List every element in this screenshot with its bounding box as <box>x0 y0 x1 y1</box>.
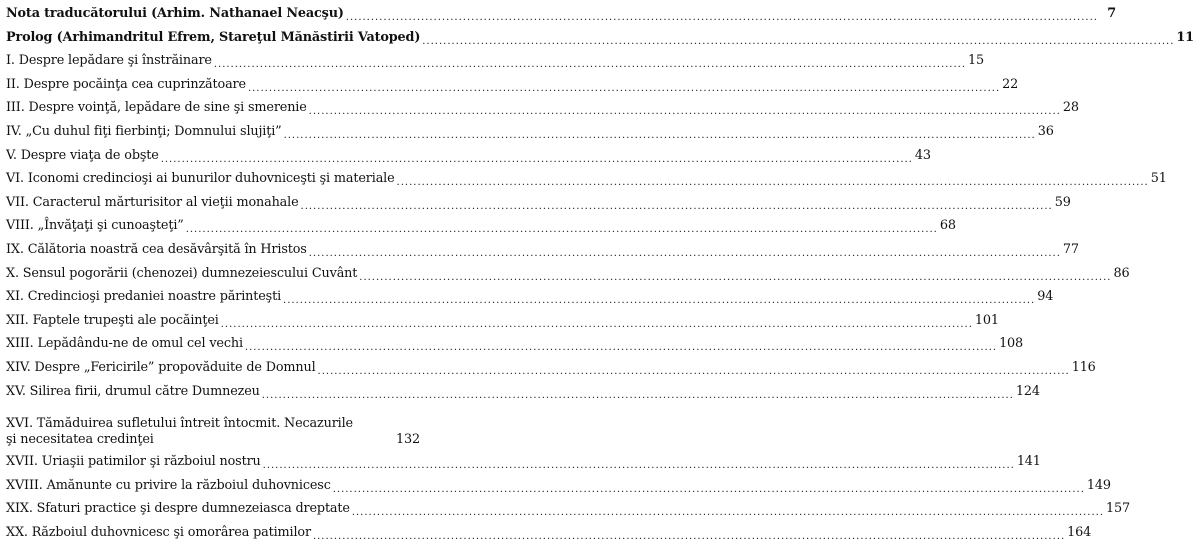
toc-entry-title: VIII. „Învăţaţi şi cunoaşteţi” <box>6 218 184 234</box>
toc-entry-page: 7 <box>1107 6 1116 21</box>
toc-entry-page: 157 <box>1106 501 1130 517</box>
toc-entry-title: II. Despre pocăinţa cea cuprinzătoare <box>6 76 246 92</box>
toc-entry-title: VII. Caracterul mărturisitor al vieţii monahale <box>6 194 299 210</box>
dot-leader <box>301 198 1053 213</box>
toc-entry-page: 22 <box>1002 76 1019 92</box>
toc-entry-title: XIV. Despre „Fericirile” propovăduite de Domnul <box>6 359 316 375</box>
toc-entry-title: XVIII. Amănunte cu privire la războiul duhovnicesc <box>6 477 331 493</box>
toc-entry[interactable] <box>6 123 1054 148</box>
toc-entry[interactable] <box>6 289 1054 313</box>
toc-entry-title: V. Despre viaţa de obşte <box>6 147 159 163</box>
toc-entry[interactable] <box>6 265 1130 290</box>
toc-entry-title: XII. Faptele trupeşti ale pocăinţei <box>6 312 219 328</box>
toc-entry-page: 77 <box>1062 241 1079 257</box>
toc-entry-page: 132 <box>396 432 420 448</box>
dot-leader <box>346 9 1098 24</box>
dot-leader <box>283 292 1035 307</box>
toc-entry-page: 108 <box>999 336 1024 352</box>
toc-entry[interactable] <box>6 6 1116 30</box>
toc-entry-title: IX. Călătoria noastră cea desăvârşită în Hristos <box>6 241 307 257</box>
toc-entry[interactable] <box>6 171 1167 195</box>
dot-leader <box>359 269 1111 284</box>
toc-entry-title: XVII. Uriaşii patimilor şi războiul nostru <box>6 454 261 470</box>
toc-entry-title: XIX. Sfaturi practice şi despre dumnezeiasca dreptate <box>6 501 350 517</box>
toc-entry-title: I. Despre lepădare şi înstrăinare <box>6 53 212 69</box>
toc-entry-page: 36 <box>1037 123 1054 139</box>
toc-entry-page: 101 <box>974 312 999 328</box>
toc-entry[interactable] <box>6 477 1111 502</box>
toc-entry-page: 124 <box>1015 383 1040 399</box>
toc-entry-page: 94 <box>1037 289 1054 305</box>
dot-leader <box>263 457 1015 472</box>
toc-entry-page: 149 <box>1086 477 1111 493</box>
toc-entry[interactable] <box>6 407 420 454</box>
toc-entry[interactable] <box>6 454 1041 478</box>
toc-entry-page: 86 <box>1113 265 1130 281</box>
toc-entry-page: 68 <box>939 218 956 234</box>
toc-entry-title: Prolog (Arhimandritul Efrem, Stareţul Mănăstirii Vatoped) <box>6 29 421 45</box>
toc-entry[interactable] <box>6 241 1079 266</box>
dot-leader <box>422 33 1174 48</box>
toc-entry-page: 59 <box>1054 194 1071 210</box>
toc-entry-title: XV. Silirea firii, drumul către Dumnezeu <box>6 383 260 399</box>
toc-entry[interactable] <box>6 76 1019 101</box>
dot-leader <box>245 339 997 354</box>
toc-entry[interactable] <box>6 218 956 242</box>
toc-entry-title: IV. „Cu duhul fiţi fierbinţi; Domnului slujiţi” <box>6 123 282 139</box>
toc-entry[interactable] <box>6 336 1024 360</box>
dot-leader <box>262 387 1014 402</box>
toc-entry[interactable] <box>6 100 1079 124</box>
toc-entry-title: XVI. Tămăduirea sufletului întreit întocmit. Necazurile şi necesitatea credinţei <box>6 416 353 447</box>
toc-entry-page: 43 <box>914 147 931 163</box>
dot-leader <box>221 316 973 331</box>
toc-entry-title: XIII. Lepădându-ne de omul cel vechi <box>6 336 243 352</box>
toc-entry-page: 164 <box>1067 524 1092 540</box>
toc-entry-page: 11 <box>1176 29 1194 45</box>
toc-entry-page: 28 <box>1062 100 1079 116</box>
toc-entry[interactable] <box>6 524 1092 548</box>
toc-entry[interactable] <box>6 312 999 337</box>
dot-leader <box>186 221 938 236</box>
toc-entry-title: III. Despre voinţă, lepădare de sine şi smerenie <box>6 100 307 116</box>
toc-entry-page: 116 <box>1071 359 1096 375</box>
toc-entry-title: XI. Credincioşi predaniei noastre părinteşti <box>6 289 282 305</box>
toc-entry-title: Nota traducătorului (Arhim. Nathanael Neacşu) <box>6 6 344 21</box>
toc-entry-title: VI. Iconomi credincioşi ai bunurilor duhovniceşti şi materiale <box>6 171 395 187</box>
toc-entry[interactable] <box>6 359 1096 384</box>
dot-leader <box>309 245 1061 260</box>
dot-leader <box>161 151 913 166</box>
toc-entry-page: 141 <box>1016 454 1041 470</box>
dot-leader <box>397 174 1149 189</box>
toc-entry-title: X. Sensul pogorării (chenozei) dumnezeiescului Cuvânt <box>6 265 358 281</box>
toc-entry[interactable] <box>6 53 985 77</box>
dot-leader <box>309 103 1061 118</box>
dot-leader <box>333 481 1085 496</box>
toc-entry-title: XX. Războiul duhovnicesc şi omorârea patimilor <box>6 524 311 540</box>
dot-leader <box>352 504 1104 519</box>
toc-entry[interactable] <box>6 383 1040 408</box>
dot-leader <box>313 528 1065 543</box>
toc-entry[interactable] <box>6 501 1130 525</box>
dot-leader <box>318 363 1070 378</box>
dot-leader <box>284 127 1036 142</box>
toc-entry-page: 51 <box>1150 171 1167 187</box>
toc-entry-page: 15 <box>968 53 985 69</box>
dot-leader <box>214 56 966 71</box>
toc-entry[interactable] <box>6 29 1194 54</box>
toc-entry[interactable] <box>6 147 931 172</box>
toc-entry[interactable] <box>6 194 1071 219</box>
dot-leader <box>248 80 1000 95</box>
